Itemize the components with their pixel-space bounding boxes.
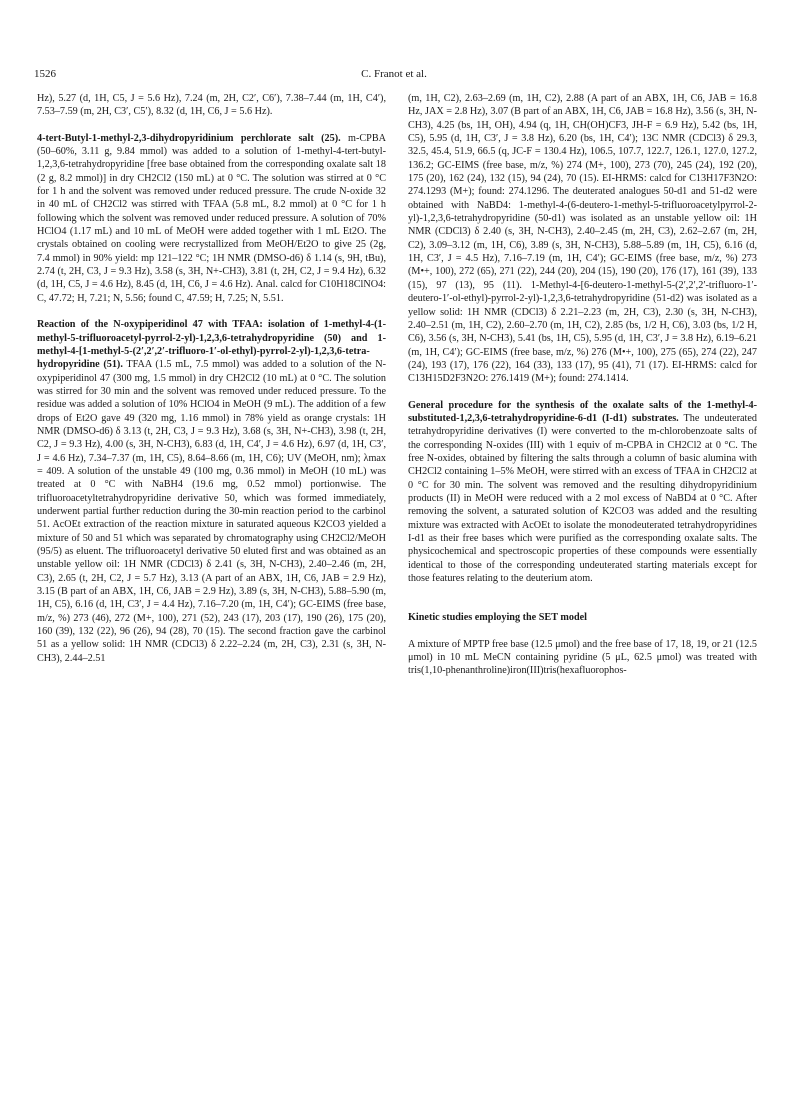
paragraph-heading: General procedure for the synthesis of the oxalate salts of the 1-methyl-4-substituted-1,2,3,6-tetrahydropyridine-6-d1 (I-d1) substrates. <box>408 399 757 424</box>
paragraph-continuation: Hz), 5.27 (d, 1H, C5, J = 5.6 Hz), 7.24 (m, 2H, C2′, C6′), 7.38–7.44 (m, 1H, C4′), 7.53–7.59 (m, 2H, C3′, C5′), 8.32 (d, 1H, C6, J = 5.6 Hz). <box>37 93 386 118</box>
page-number: 1526 <box>34 68 56 80</box>
right-column <box>408 92 757 678</box>
paragraph-general-procedure: General procedure for the synthesis of the oxalate salts of the 1-methyl-4-substituted-1,2,3,6-tetrahydropyridine-6-d1 (I-d1) substrates. The undeuterated tetrahydropyridine derivatives (I) were converted to the m-chlorobenzoate salts of the corresponding N-oxides (III) with 1 equiv of m-CPBA in CH2Cl2 at 0 °C. The free N-oxides, obtained by filtering the salts through a column of basic alumina with CH2Cl2 containing 1–5% MeOH, were stirred with an excess of TFAA in CH2Cl2 at 0 °C for 30 min. The solvent was removed and the resulting dihydropyridinium products (II) in MeOH were reduced with a 2 mol excess of NaBD4 at 0 °C. After removing the solvent, a saturated solution of K2CO3 was added and the resulting mixture was extracted with AcOEt to isolate the monodeuterated tetrahydropyridines I-d1 as their free bases which were purified as the corresponding oxalate salts. The physicochemical and spectroscopic properties of these compounds were essentially identical to those of the corresponding undeuterated starting materials except for those features relating to the deuterium atom. <box>408 399 757 585</box>
paragraph-continuation: (m, 1H, C2), 2.63–2.69 (m, 1H, C2), 2.88 (A part of an ABX, 1H, C6, JAB = 16.8 Hz, JAX = 2.8 Hz), 3.07 (B part of an ABX, 1H, C6, JAB = 16.8 Hz), 3.56 (s, 3H, N-CH3), 4.25 (bs, 1H, OH), 4.94 (q, 1H, CH(OH)CF3, JH-F = 6.9 Hz), 5.42 (bs, 1H, C5), 5.95 (d, 1H, C3′, J = 3.8 Hz), 6.20 (bs, 1H, C4′); 13C NMR (CDCl3) δ 29.3, 32.5, 45.4, 51.9, 66.5 (q, JC-F = 130.4 Hz), 106.5, 107.7, 122.7, 126.1, 127.0, 127.2, 136.2; GC-EIMS (free base, m/z, %) 274 (M+, 100), 273 (70), 245 (24), 192 (20), 175 (20), 162 (24), 132 (15), 94 (24), 70 (15). EI-HRMS: calcd for C13H17F3N2O: 274.1293 (M+); found: 274.1296. The deuterated analogues 50-d1 and 51-d2 were obtained with NaBD4: 1-methyl-4-(6-deutero-1-methyl-5-trifluoroacetylpyrrol-2-yl)-1,2,3,6-tetrahydropyridine (50-d1) was isolated as an unstable yellow oil: 1H NMR (CDCl3) δ 2.40 (s, 3H, N-CH3), 2.40–2.45 (m, 2H, C3), 2.62–2.67 (m, 2H, C2), 3.09–3.12 (m, 1H, C6), 3.89 (s, 3H, N-CH3), 5.88–5.89 (m, 1H, C5), 6.16 (d, 1H, C3′, J = 4.5 Hz), 7.16–7.19 (m, 1H, C4′); GC-EIMS (free base, m/z, %) 273 (M•+, 100), 272 (65), 271 (22), 244 (20), 204 (15), 190 (20), 176 (17), 161 (39), 133 (15), 97 (13), 95 (11). 1-Methyl-4-[6-deutero-1-methyl-5-(2′,2′,2′-trifluoro-1′-deutero-1′-ol-ethyl)-pyrrol-2-yl)-1,2,3,6-tetrahydropyridine (51-d2) was isolated as a yellow solid: 1H NMR (CDCl3) δ 2.21–2.23 (m, 2H, C3), 2.30 (s, 3H, N-CH3), 2.40–2.51 (m, 1H, C2), 2.60–2.70 (m, 1H, C2), 2.85 (bs, 1/2 H, C6), 3.03 (bs, 1/2 H, C6), 3.56 (s, 3H, N-CH3), 5.41 (bs, 1H, C5), 5.95 (d, 1H, C3′, J = 3.8 Hz), 6.19–6.21 (m, 1H, C4′); GC-EIMS (free base, m/z, %) 276 (M•+, 100), 275 (65), 274 (22), 247 (24), 193 (17), 176 (22), 164 (33), 133 (17), 95 (41), 71 (17). EI-HRMS: calcd for C13H15D2F3N2O: 276.1419 (M+); found: 274.1414. <box>408 93 757 385</box>
running-head: C. Franot et al. <box>361 68 427 80</box>
paragraph-reaction-47: Reaction of the N-oxypiperidinol 47 with TFAA: isolation of 1-methyl-4-(1-methyl-5-trifluoroacetyl-pyrrol-2-yl)-1,2,3,6-tetrahydropyridine (50) and 1-methyl-4-[1-methyl-5-(2′,2′,2′-trifluoro-1′-ol-ethyl)-pyrrol-2-yl)-1,2,3,6-tetra-hydropyridine (51). TFAA (1.5 mL, 7.5 mmol) was added to a solution of the N-oxypiperidinol 47 (300 mg, 1.5 mmol) in dry CH2Cl2 (10 mL) at 0 °C. The solution was stirred for 30 min and the solvent was removed under reduced pressure. To the residue was added a solution of 10% HClO4 in MeOH (9 mL). The addition of a few drops of Et2O gave 49 (320 mg, 1.16 mmol) in 78% yield as orange crystals: 1H NMR (DMSO-d6) δ 3.13 (t, 2H, C3, J = 9.3 Hz), 3.68 (s, 3H, N+-CH3), 3.98 (t, 2H, C2, J = 9.3 Hz), 4.00 (s, 3H, N-CH3), 6.83 (d, 1H, C4′, J = 4.6 Hz), 6.97 (d, 1H, C3′, J = 4.6 Hz), 7.34–7.37 (m, 1H, C5), 8.64–8.66 (m, 1H, C6); UV (MeOH, nm); λmax = 409. A solution of the unstable 49 (100 mg, 0.36 mmol) in MeOH (10 mL) was treated at 0 °C with NaBH4 (19.6 mg, 0.52 mmol) portionwise. The trifluoroacetyltetrahydropyridine derivative 50, which was formed immediately, underwent partial further reduction during the 30-min reaction period to the carbinol 51. AcOEt extraction of the reaction mixture in saturated aqueous K2CO3 yielded a mixture of 50 and 51 which was separated by chromatography using CH2Cl2/MeOH (95/5) as eluent. The trifluoroacetyl derivative 50 eluted first and was obtained as an unstable yellow oil: 1H NMR (CDCl3) δ 2.41 (s, 3H, N-CH3), 2.40–2.46 (m, 2H, C3), 2.65 (t, 2H, C2, J = 5.7 Hz), 3.13 (A part of an ABX, 1H, C6, JAB = 2.9 Hz), 3.15 (B part of an ABX, 1H, C6, JAB = 2.9 Hz), 3.89 (s, 3H, N-CH3), 5.88–5.90 (m, 1H, C5), 6.16 (d, 1H, C3′, J = 4.4 Hz), 7.16–7.20 (m, 1H, C4′); GC-EIMS (free base, m/z, %) 273 (46), 272 (M+, 100), 271 (52), 243 (17), 203 (17), 190 (26), 175 (20), 160 (39), 132 (22), 96 (26), 94 (28), 70 (15). The second fraction gave the carbinol 51 as a yellow solid: 1H NMR (CDCl3) δ 2.22–2.24 (m, 2H, C3), 2.31 (s, 3H, N-CH3), 2.44–2.51 <box>37 319 387 664</box>
paragraph-compound-25: 4-tert-Butyl-1-methyl-2,3-dihydropyridinium perchlorate salt (25). m-CPBA (50–60%, 3.11 g, 9.84 mmol) was added to a solution of 1-methyl-4-tert-butyl-1,2,3,6-tetrahydropyridine [free base obtained from the corresponding oxalate salt 18 (2 g, 8.2 mmol)] in dry CH2Cl2 (150 mL) at 0 °C. The solution was stirred at 0 °C for 1 h and the solvent was removed under reduced pressure. The crude N-oxide 32 in 40 mL of CH2Cl2 was stirred with TFAA (5.8 mL, 8.2 mmol) at 0 °C for 1 h following which the solvent was removed under reduced pressure. A solution of 70% HClO4 (1.17 mL) and 10 mL of MeOH were added together with 1 mL Et2O. The crystals obtained on cooling were recrystallized from MeOH/Et2O to give 25 (2g, 7.4 mmol) in 90% yield: mp 121–122 °C; 1H NMR (DMSO-d6) δ 1.14 (s, 9H, tBu), 2.74 (t, 2H, C3, J = 9.3 Hz), 3.58 (s, 3H, N+-CH3), 3.81 (t, 2H, C2, J = 9.4 Hz), 6.32 (d, 1H, C5, J = 4.6 Hz), 8.45 (d, 1H, C6, J = 4.6 Hz). Anal. calcd for C10H18ClNO4: C, 47.72; H, 7.21; N, 5.56; found C, 47.59; H, 7.25; N, 5.51. <box>37 132 386 304</box>
paragraph-heading: Reaction of the N-oxypiperidinol 47 with TFAA: isolation of 1-methyl-4-(1-methyl-5-trifluoroacetyl-pyrrol-2-yl)-1,2,3,6-tetrahydropyridine (50) and 1-methyl-4-[1-methyl-5-(2′,2′,2′-trifluoro-1′-ol-ethyl)-pyrrol-2-yl)-1,2,3,6-tetra-hydropyridine (51). <box>37 319 386 371</box>
paragraph-kinetic: A mixture of MPTP free base (12.5 μmol) and the free base of 17, 18, 19, or 21 (12.5 μmol) in 10 mL MeCN containing pyridine (5 μL, 62.5 μmol) was treated with tris(1,10-phenanthroline)iron(III)tris(hexafluorophos- <box>408 638 757 677</box>
left-column <box>37 92 386 665</box>
section-heading-kinetic: Kinetic studies employing the SET model <box>408 612 587 624</box>
paragraph-heading: 4-tert-Butyl-1-methyl-2,3-dihydropyridinium perchlorate salt (25). <box>37 132 341 144</box>
